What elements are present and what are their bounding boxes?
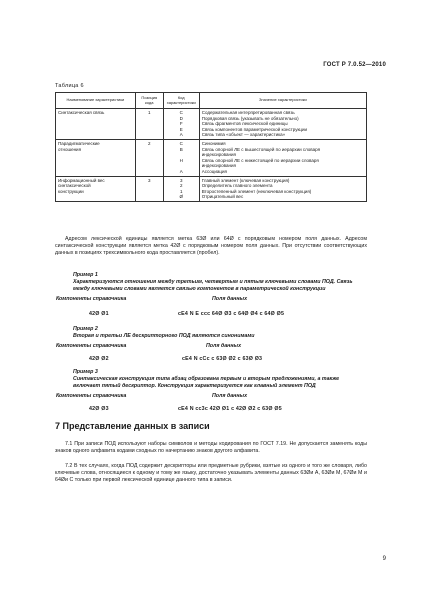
- code-line: A: [179, 168, 183, 174]
- value-line: Ассоциация: [201, 168, 227, 174]
- example-3-fields-heading: Поля данных: [212, 393, 248, 399]
- cell-line: отношения: [58, 146, 82, 152]
- example-3-fields-value: cE4 N cc3c 42Ø Ø1 c 42Ø Ø2 c 63Ø Ø5: [178, 406, 282, 412]
- table-caption: Таблица 6: [55, 83, 84, 89]
- example-2-fields-heading: Поля данных: [206, 343, 242, 349]
- value-line: Определитель главного элемента: [201, 183, 273, 189]
- value-line: индексирования: [201, 152, 236, 158]
- header-name: Наименование характеристики: [56, 93, 136, 109]
- row-position: 2: [135, 139, 163, 176]
- code-line: 2: [179, 183, 183, 189]
- standard-number: ГОСТ Р 7.0.52—2010: [323, 62, 386, 68]
- cell-line: Информационный вес: [58, 177, 105, 183]
- cell-line: конструкции: [58, 188, 84, 194]
- code-line: 1: [179, 188, 183, 194]
- header-value: Значение характеристики: [199, 93, 366, 109]
- value-line: Второстепенный элемент (неключевая конструкция): [201, 188, 312, 194]
- value-line: Связь опорной ЛЕ с нижестоящей по иерархии словаря: [201, 157, 319, 163]
- row-codes: [163, 139, 199, 176]
- code-line: 3: [179, 177, 183, 183]
- example-3-title: Пример 3: [73, 369, 98, 375]
- paragraph-7-2: 7.2 В тех случаях, когда ПОД содержит дескрипторы или предметные рубрики, взятые из одного и того же словаря, либо ключевые слова, относящиеся к одному и тому же языку, достаточно указывать элементы данных 63Øи A, 63Øи M, 67Øи M и 64Øи C только при первой лексической единице данного типа в записи.: [55, 463, 367, 483]
- example-1-text: Характеризуются отношения между третьим, четвертым и пятым ключевыми словами ПОД. Связь между ключевыми словами является связью компонентов в параметрической конструкции: [73, 279, 353, 292]
- code-line: C: [179, 140, 183, 146]
- value-line: Синонимия: [201, 140, 226, 146]
- value-line: Отрицательный вес: [201, 194, 244, 200]
- section-7-heading: 7 Представление данных в записи: [55, 421, 210, 431]
- example-2-text: Вторая и третьи ЛЕ дескрипторного ПОД являются синонимами: [73, 333, 255, 339]
- table-row: [56, 139, 367, 176]
- value-line: Порядковая связь (указывать не обязательно): [201, 115, 299, 121]
- header-code: Код характеристики: [163, 93, 199, 109]
- value-line: Связь типа «объект — характеристика»: [201, 132, 286, 138]
- row-position: 3: [135, 176, 163, 201]
- code-line: B: [179, 146, 183, 152]
- row-name: [56, 139, 136, 176]
- table-header-row: [56, 93, 367, 109]
- row-values: [199, 139, 366, 176]
- value-line: Связь опорной ЛЕ с вышестоящей по иерархии словаря: [201, 146, 321, 152]
- example-3-dir-heading: Компоненты справочника: [56, 393, 127, 399]
- example-1-fields-heading: Поля данных: [212, 296, 248, 302]
- code-line: D: [179, 115, 183, 121]
- header-position: Позиция кода: [135, 93, 163, 109]
- code-line: A: [179, 132, 183, 138]
- example-1-dir-value: 42Ø Ø1: [89, 311, 109, 317]
- example-1-fields-value: cE4 N E ccc 64Ø Ø3 c 64Ø Ø4 c 64Ø Ø5: [178, 311, 285, 317]
- table-6: [55, 92, 367, 202]
- row-codes: [163, 109, 199, 140]
- paragraph-address: Адресом лексической единицы является метка 63Ø или 64Ø с порядковым номером поля данных. Адресом синтаксической конструкции является метка 42Ø с порядковым номером поля данных. При отсутствии соответствующих данных в позициях трехсимвольного кода проставляется (пробел).: [55, 236, 367, 256]
- code-line: C: [179, 110, 183, 115]
- value-line: Содержательная интерпретированная связь: [201, 110, 295, 115]
- row-position: 1: [135, 109, 163, 140]
- example-3-text: Синтаксическая конструкция типа абзац образована первым и вторым предложениями, а также включает пятый дескриптор. Конструкция характеризуется как главный элемент ПОД: [73, 376, 340, 389]
- example-2-title: Пример 2: [73, 326, 98, 332]
- paragraph-7-1: 7.1 При записи ПОД используют наборы символов и методы кодирования по ГОСТ 7.19. Не допускается заменять коды знаков одного алфавита кодами сходных по начертанию знаков другого алфавита.: [55, 441, 367, 454]
- table-row: [56, 109, 367, 140]
- value-line: индексирования: [201, 163, 236, 169]
- code-line: Ø: [179, 194, 183, 200]
- cell-line: Синтаксическая связь: [58, 110, 105, 115]
- example-1-dir-heading: Компоненты справочника: [56, 296, 127, 302]
- row-name: [56, 176, 136, 201]
- page-number: 9: [382, 556, 386, 562]
- value-line: Главный элемент (ключевая конструкция): [201, 177, 290, 183]
- code-line: F: [179, 121, 183, 127]
- cell-line: Парадигматические: [58, 140, 100, 146]
- row-codes: [163, 176, 199, 201]
- example-2-dir-heading: Компоненты справочника: [56, 343, 127, 349]
- row-values: [199, 109, 366, 140]
- example-1-title: Пример 1: [73, 272, 98, 278]
- example-2-fields-value: cE4 N cCc c 63Ø Ø2 c 63Ø Ø3: [182, 356, 263, 362]
- value-line: Связь фрагментов лексической единицы: [201, 121, 288, 127]
- row-name: [56, 109, 136, 140]
- row-values: [199, 176, 366, 201]
- code-line: E: [179, 126, 183, 132]
- cell-line: синтаксической: [58, 183, 91, 189]
- value-line: Связь компонентов параметрической конструкции: [201, 126, 308, 132]
- example-3-dir-value: 42Ø Ø3: [89, 406, 109, 412]
- code-line: H: [179, 157, 183, 163]
- table-row: [56, 176, 367, 201]
- example-2-dir-value: 42Ø Ø2: [89, 356, 109, 362]
